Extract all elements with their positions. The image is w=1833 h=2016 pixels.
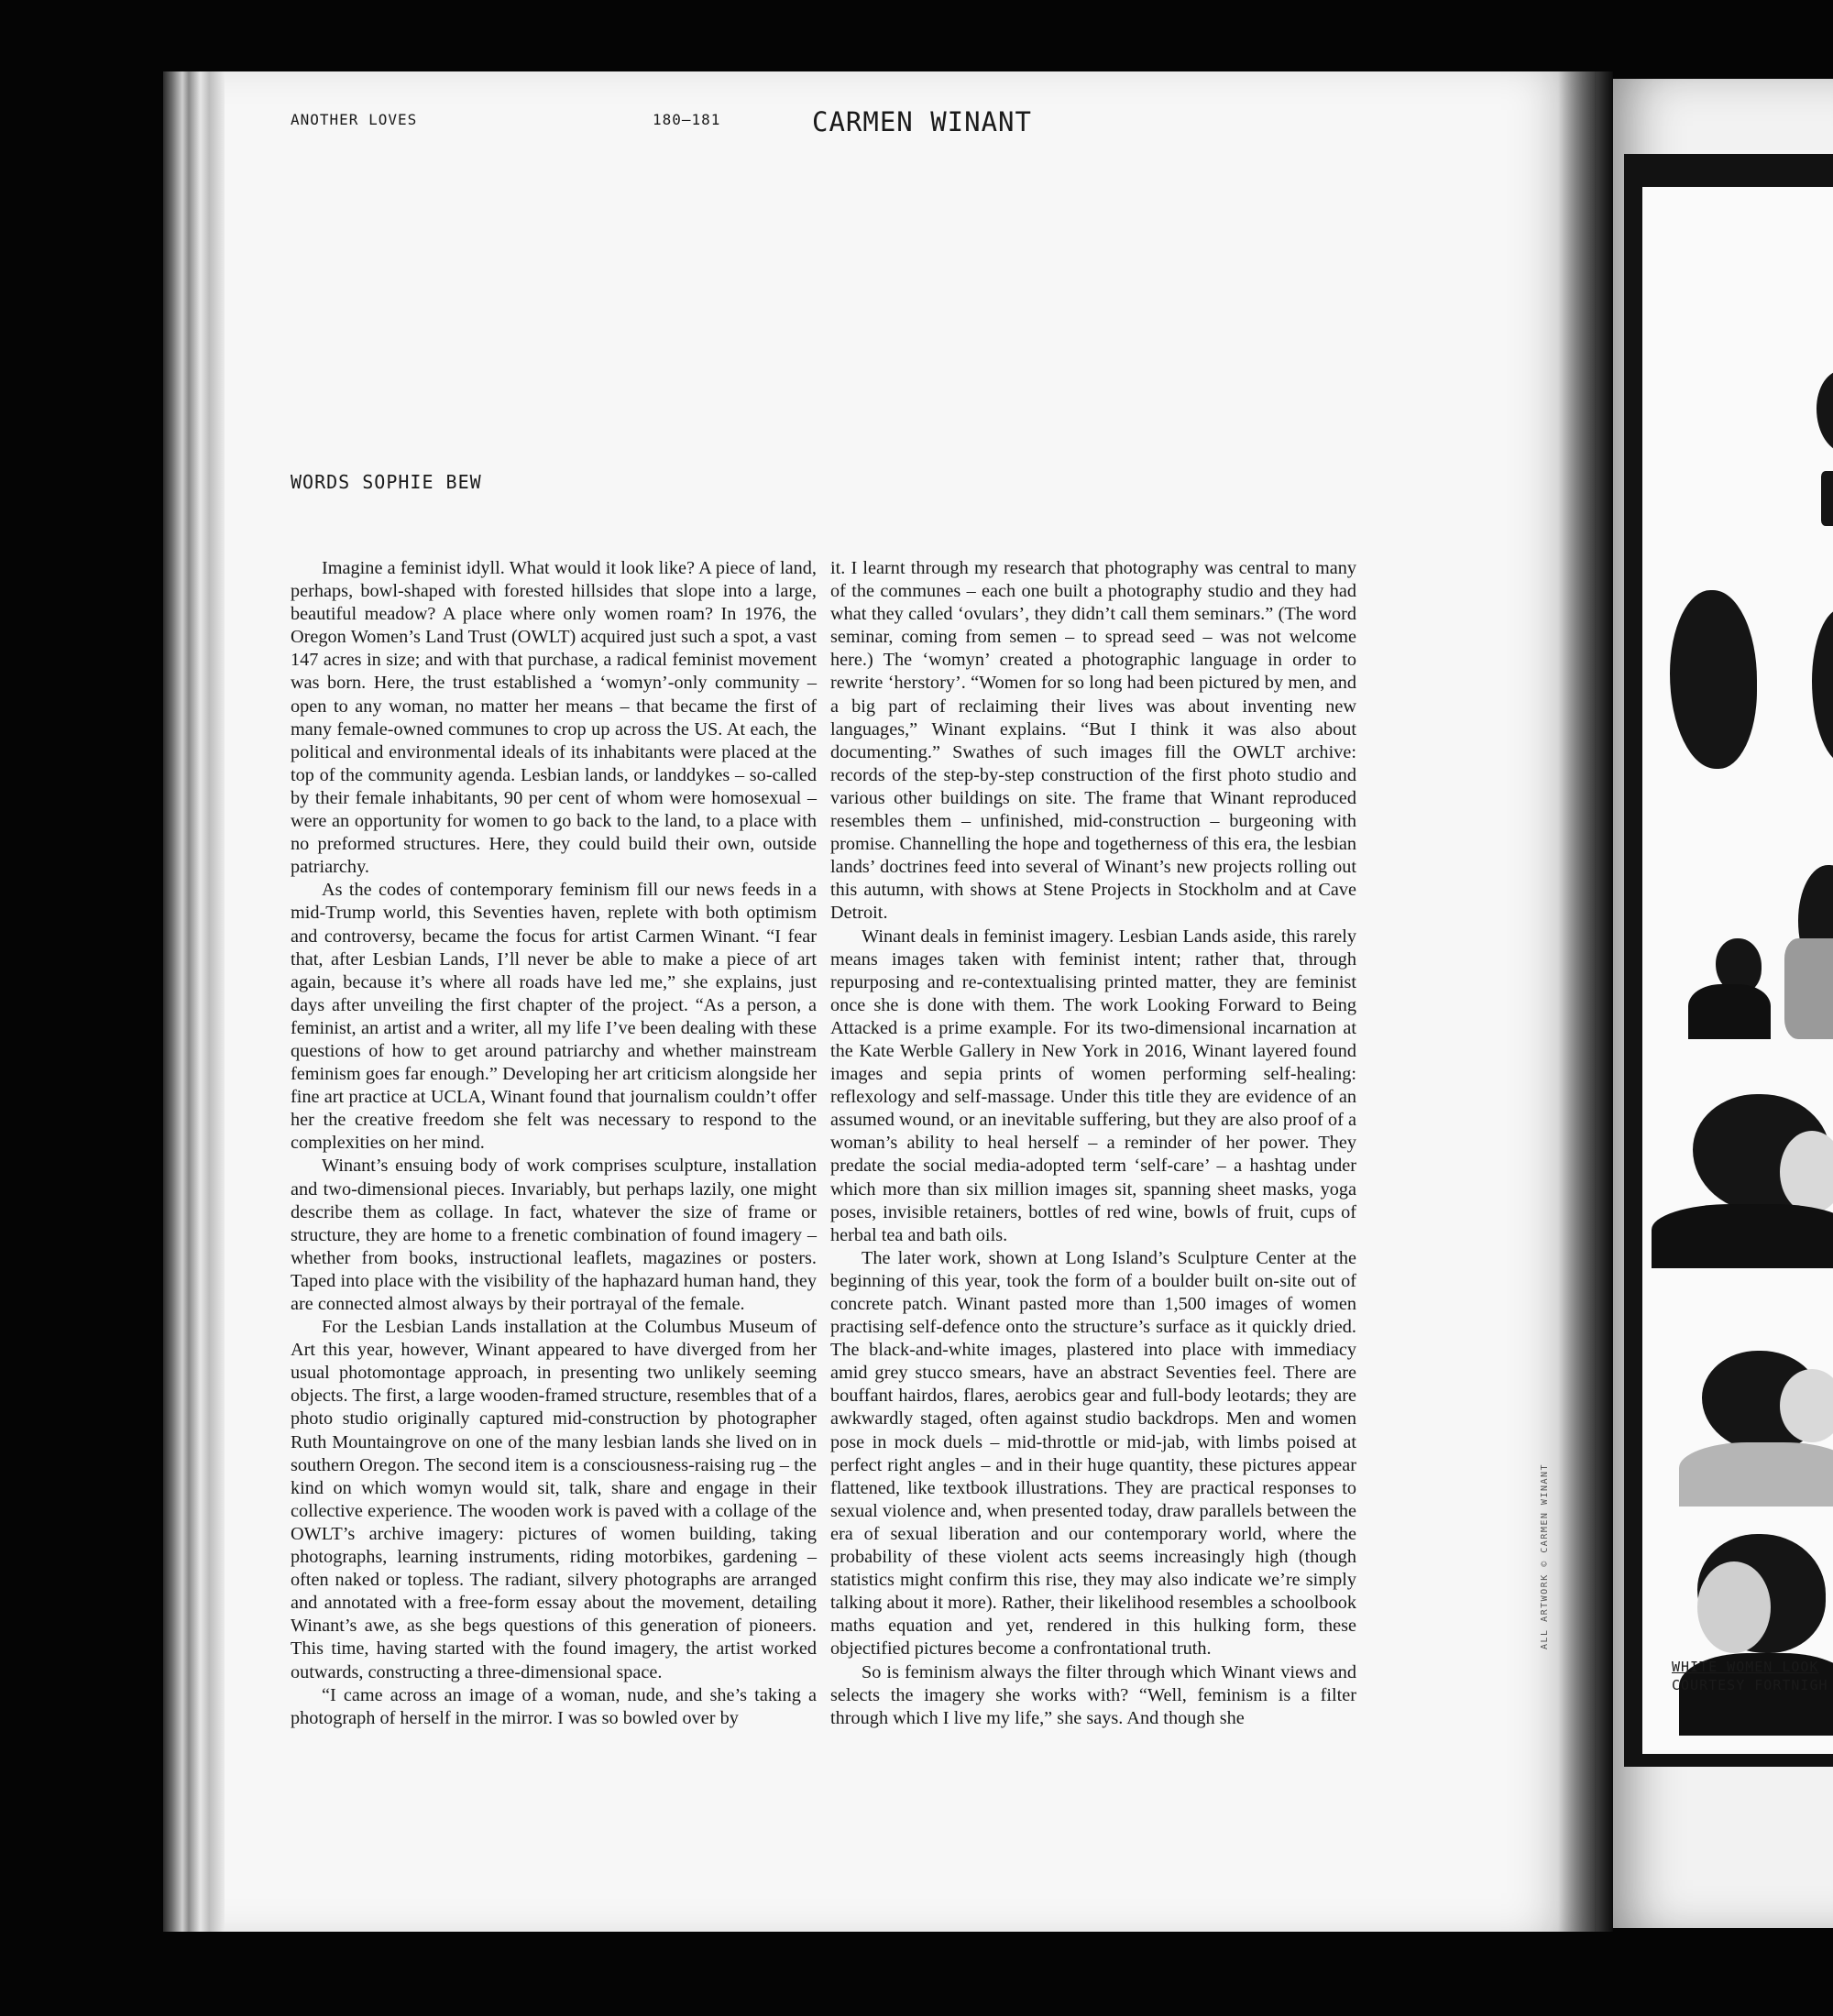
article-column-2 [830,557,1356,1730]
collage-photo [1642,1323,1833,1507]
book-gutter-shadow [1558,71,1613,1932]
figure-caption-credit: COURTESY FORTNIGH [1672,1677,1828,1693]
paragraph: The later work, shown at Long Island’s Sculpture Center at the beginning of this year, took the form of a boulder built on-site out of concrete patch. Winant pasted more than 1,500 images of women practising self-defence onto the structure’s surface as it quickly dried. The black-and-white images, plastered into place with immediacy amid grey stucco smears, have an abstract Seventies feel. There are bouffant hairdos, flares, aerobics gear and full-body leotards; they are awkwardly staged, often against studio backdrops. Men and women pose in mock duels – mid-throttle or mid-jab, with limbs poised at perfect right angles – and in their huge quantity, these pictures appear flattened, like textbook illustrations. They are practical responses to sexual violence and, when presented today, draw parallels between the era of sexual liberation and our contemporary world, where the probability of these violent acts seems increasingly high (though statistics might confirm this rise, they may also indicate we’re simply talking about it more). Rather, their likelihood resembles a schoolbook maths equation and yet, rendered in this hulking form, these objectified pictures become a confrontational truth. [830,1247,1356,1660]
artwork-credit: ALL ARTWORK © CARMEN WINANT [1540,1463,1550,1649]
article-column-1 [291,557,817,1730]
paragraph: For the Lesbian Lands installation at the Columbus Museum of Art this year, however, Winant appeared to have diverged from her usual photomontage approach, in presenting two unlikely seeming objects. The first, a large wooden-framed structure, resembles that of a photo studio originally captured mid-construction by photographer Ruth Mountaingrove on one of the many lesbian lands she lived on in southern Oregon. The second item is a consciousness-raising rug – the kind on which womyn would sit, talk, share and engage in their collective experience. The wooden work is paved with a collage of the OWLT’s archive imagery: pictures of women building, taking photographs, learning instruments, riding motorbikes, gardening – often naked or topless. The radiant, silvery photographs are arranged and annotated with a free-form essay about the movement, detailing Winant’s awe, as she begs questions of this generation of pioneers. This time, having started with the found imagery, the artist worked outwards, constructing a three-dimensional space. [291,1317,817,1682]
artwork-collage [1642,187,1833,1754]
collage-photo [1642,828,1833,1039]
collage-photo [1642,352,1833,526]
paragraph: As the codes of contemporary feminism fill our news feeds in a mid-Trump world, this Seventies haven, replete with both optimism and controversy, became the focus for artist Carmen Winant. “I fear that, after Lesbian Lands, I’ll never be able to make a piece of art again, because it’s where all roads have led me,” she explains, just days after unveiling the first chapter of the project. “As a person, a feminist, an artist and a writer, all my life I’ve been dealing with these questions of how to get around patriarchy and whether mainstream feminism goes far enough.” Developing her art criticism alongside her fine art practice at UCLA, Winant found that journalism couldn’t offer her the creative freedom she felt was necessary to respond to the complexities on her mind. [291,880,817,1154]
paragraph: Winant’s ensuing body of work comprises sculpture, installation and two-dimensional pieces. Invariably, but perhaps lazily, one might describe them as collage. In fact, whatever the size of frame or structure, they are home to a frenetic combination of found imagery – whether from books, instructional leaflets, magazines or posters. Taped into place with the visibility of the haphazard human hand, they are connected almost always by their portrayal of the female. [291,1156,817,1314]
paragraph: Imagine a feminist idyll. What would it look like? A piece of land, perhaps, bowl-shaped with forested hillsides that slope into a large, beautiful meadow? A place where only women roam? In 1976, the Oregon Women’s Land Trust (OWLT) acquired just such a spot, a vast 147 acres in size; and with that purchase, a radical feminist movement was born. Here, the trust established a ‘womyn’-only community – open to any woman, no matter her means – that became the first of many female-owned communes to crop up across the US. At each, the political and environmental ideals of its inhabitants were placed at the top of the community agenda. Lesbian lands, or landdykes – so-called by their female inhabitants, 90 per cent of whom were homosexual – were an opportunity for women to go back to the land, to a place with no preformed structures. Here, they could build their own, outside patriarchy. [291,558,817,878]
paragraph: it. I learnt through my research that photography was central to many of the communes – each one built a photography studio and they had what they called ‘ovulars’, they didn’t call them seminars.” (The word seminar, coming from semen – to spread seed – was not welcome here.) The ‘womyn’ created a photographic language in order to rewrite ‘herstory’. “Women for so long had been pictured by men, and a big part of reclaiming their lives was about inventing new languages,” Winant explains. “But I think it was also about documenting.” Swathes of such images fill the OWLT archive: records of the step-by-step construction of the first photo studio and various other buildings on site. The frame that Winant reproduced resembles them – unfinished, mid-construction – burgeoning with promise. Channelling the hope and togetherness of this era, the lesbian lands’ doctrines feed into several of Winant’s new projects rolling out this autumn, with shows at Stene Projects in Stockholm and at Cave Detroit. [830,558,1356,924]
paragraph: So is feminism always the filter through which Winant views and selects the imagery she works with? “Well, feminism is a filter through which I live my life,” she says. And though she [830,1661,1356,1728]
paragraph: Winant deals in feminist imagery. Lesbian Lands aside, this rarely means images taken with feminist intent; rather that, through repurposing and re-contextualising printed matter, they are feminist once she is done with them. The work Looking Forward to Being Attacked is a prime example. For its two-dimensional incarnation at the Kate Werble Gallery in New York in 2016, Winant layered found images and sepia prints of women performing self-healing: reflexology and self-massage. Under this title they are evidence of an assumed wound, or an inevitable suffering, but they are also proof of a woman’s ability to heal herself – a reminder of her power. They predate the social media-adopted term ‘self-care’ – a hashtag under which more than six million images sit, spanning sheet masks, yoga poses, invisible retainers, bottles of red wine, bowls of fruit, cups of herbal tea and bath oils. [830,926,1356,1245]
page-numbers: 180—181 [653,111,721,128]
byline: WORDS SOPHIE BEW [291,471,482,493]
figure-caption-title: WHITE WOMEN LOOK [1672,1659,1819,1675]
collage-photo [1642,572,1833,773]
section-label: ANOTHER LOVES [291,111,418,128]
collage-photo [1642,1525,1833,1736]
collage-photo [1642,1067,1833,1268]
paragraph: “I came across an image of a woman, nude, and she’s taking a photograph of herself in the mirror. I was so bowled over by [291,1684,817,1728]
article-title: CARMEN WINANT [812,106,1032,137]
book-page-edges [163,71,227,1932]
